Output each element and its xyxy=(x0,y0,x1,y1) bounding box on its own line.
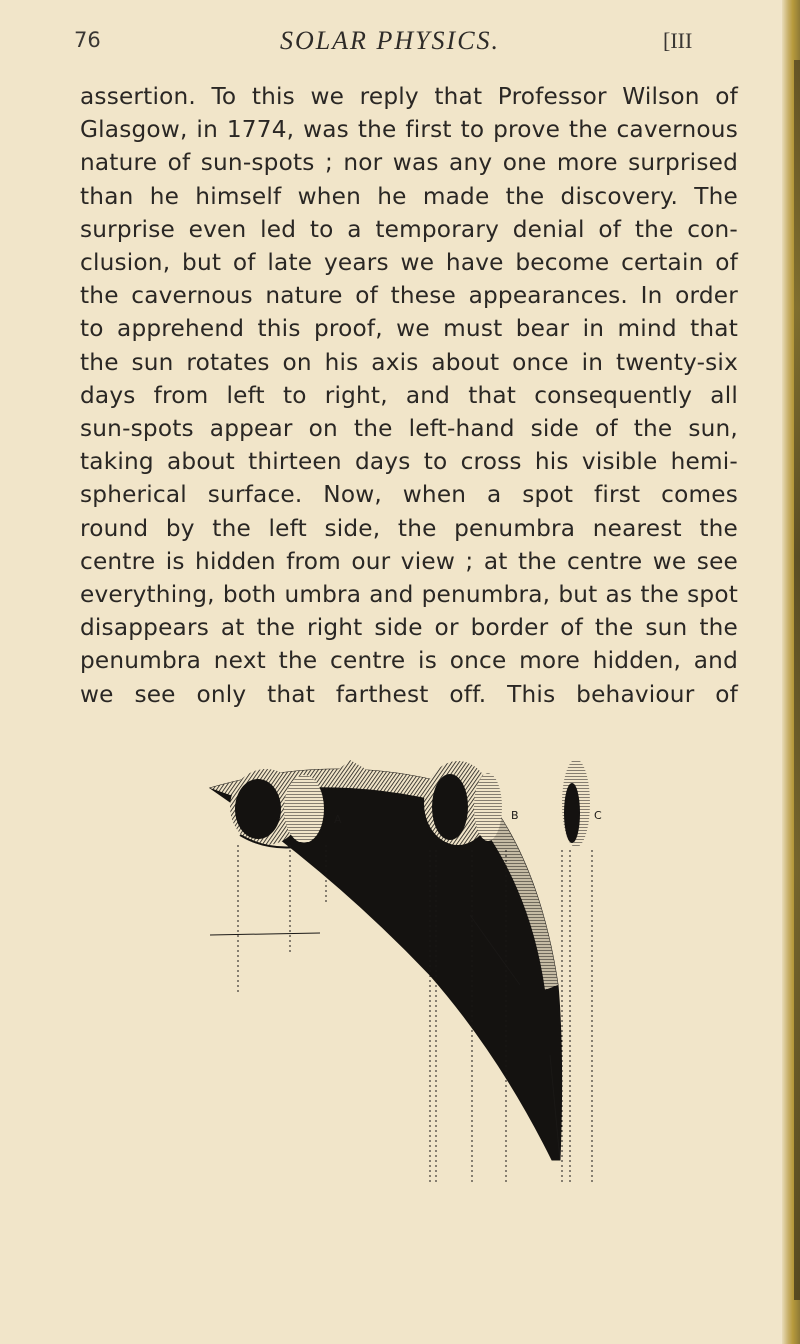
body-line: clusion, but of late years we have become certain of xyxy=(80,249,738,277)
body-line: the sun rotates on his axis about once in twenty-six xyxy=(80,348,738,376)
sunspot-b xyxy=(424,761,502,845)
sunspot-figure xyxy=(200,755,620,1195)
body-line: spherical surface. Now, when a spot first comes xyxy=(80,481,738,509)
label-b: B xyxy=(511,809,519,822)
body-line: to apprehend this proof, we must bear in mind that xyxy=(80,315,738,343)
body-line: disappears at the right side or border of the sun the xyxy=(80,614,738,642)
running-head xyxy=(0,28,780,62)
body-line: sun-spots appear on the left-hand side of the sun, xyxy=(80,415,738,443)
body-line: penumbra next the centre is once more hidden, and xyxy=(80,647,738,675)
body-line: Glasgow, in 1774, was the first to prove the cavernous xyxy=(80,116,738,144)
body-line: surprise even led to a temporary denial of the con- xyxy=(80,215,738,243)
label-c: C xyxy=(594,809,602,822)
body-line: the cavernous nature of these appearances. In order xyxy=(80,282,738,310)
body-line: centre is hidden from our view ; at the centre we see xyxy=(80,547,738,575)
label-a: A xyxy=(334,813,342,826)
body-line: we see only that farthest off. This behaviour of xyxy=(80,680,738,708)
body-line: assertion. To this we reply that Professor Wilson of xyxy=(80,83,738,110)
sunspot-diagram xyxy=(200,755,620,1195)
page-edge-shadow xyxy=(794,60,800,1300)
body-line: round by the left side, the penumbra nearest the xyxy=(80,514,738,542)
body-line: nature of sun-spots ; nor was any one more surprised xyxy=(80,149,738,177)
sunspot-a xyxy=(230,769,324,847)
body-line: taking about thirteen days to cross his visible hemi- xyxy=(80,448,738,476)
body-line: everything, both umbra and penumbra, but as the spot xyxy=(80,581,738,609)
body-line: days from left to right, and that consequently all xyxy=(80,381,738,409)
section-mark: [III xyxy=(663,28,693,53)
running-title: SOLAR PHYSICS. xyxy=(279,26,501,55)
sunspot-c xyxy=(562,759,590,847)
body-paragraph xyxy=(80,80,738,711)
body-line: than he himself when he made the discovery. The xyxy=(80,182,738,210)
page-number: 76 xyxy=(74,28,101,52)
